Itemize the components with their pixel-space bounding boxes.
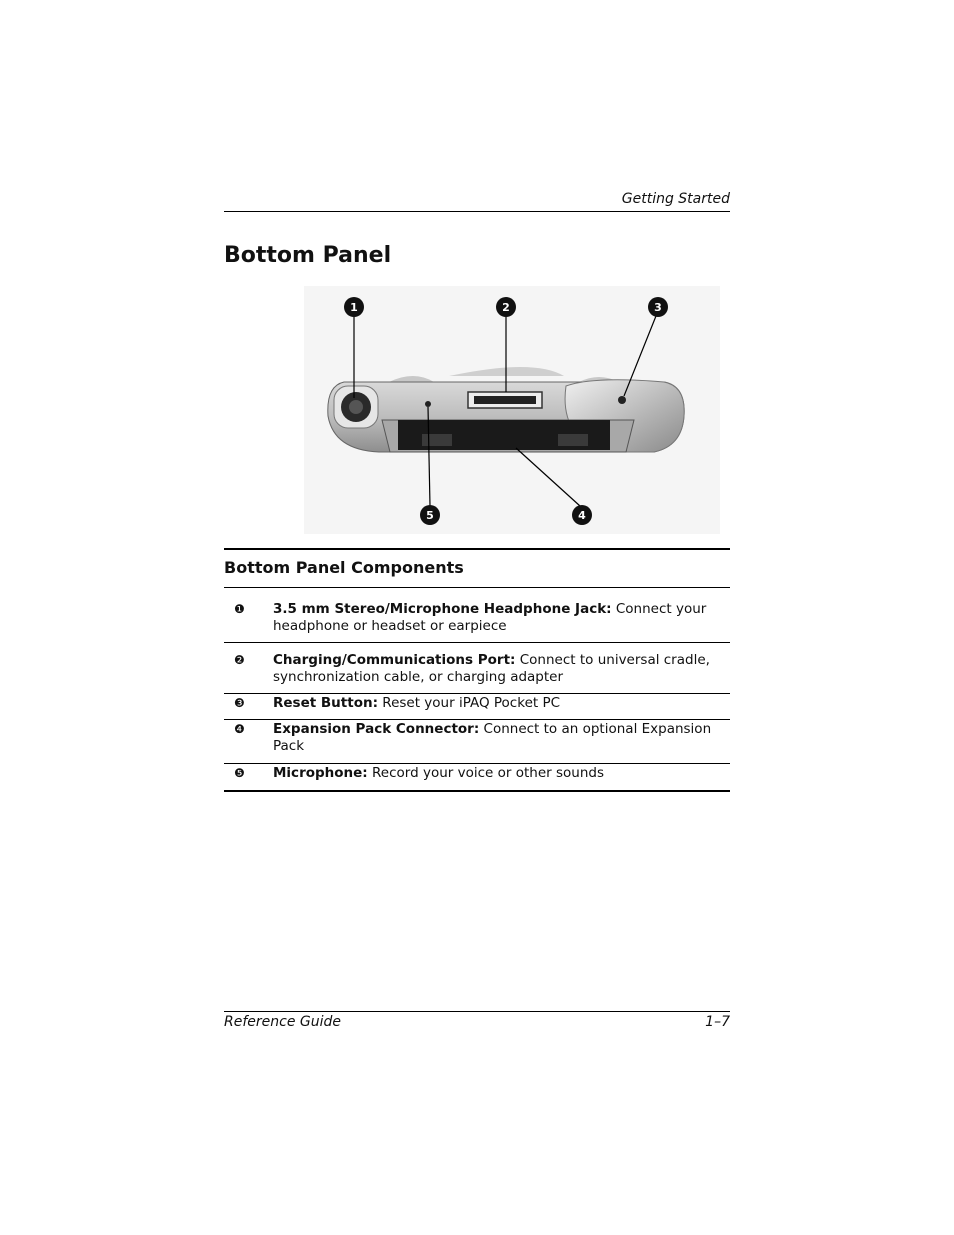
device-bottom-illustration (304, 286, 720, 534)
table-row (224, 694, 730, 720)
table-row (224, 720, 730, 764)
table-row (224, 588, 730, 643)
item-number: ❶ (234, 602, 245, 616)
components-heading: Bottom Panel Components (224, 558, 464, 577)
item-number: ❺ (234, 766, 245, 780)
item-text (273, 695, 730, 712)
callout-2-label: 2 (502, 301, 510, 314)
microphone-hole (425, 401, 431, 407)
page-title: Bottom Panel (224, 243, 392, 268)
expansion-connector-latch (422, 434, 452, 446)
callout-5 (420, 505, 440, 525)
footer-guide-title: Reference Guide (224, 1014, 341, 1030)
item-text (273, 765, 730, 782)
components-table (224, 588, 730, 792)
table-row (224, 643, 730, 694)
item-description: Connect to an optional Expansion Pack (273, 721, 712, 754)
item-name: 3.5 mm Stereo/Microphone Headphone Jack: (273, 601, 612, 617)
header-rule (224, 211, 730, 212)
item-name: Expansion Pack Connector: (273, 721, 480, 737)
callout-1-label: 1 (350, 301, 358, 314)
item-name: Reset Button: (273, 695, 378, 711)
reset-button (618, 396, 626, 404)
callout-4-label: 4 (578, 509, 586, 522)
callout-2 (496, 297, 516, 317)
item-number: ❷ (234, 653, 245, 667)
item-number: ❸ (234, 696, 245, 710)
item-number: ❹ (234, 722, 245, 736)
item-text (273, 652, 730, 686)
item-description: Reset your iPAQ Pocket PC (382, 695, 561, 711)
item-description: Connect to universal cradle, synchronization cable, or charging adapter (273, 652, 710, 685)
item-description: Connect your headphone or headset or earpiece (273, 601, 707, 634)
expansion-connector-latch (558, 434, 588, 446)
item-name: Microphone: (273, 765, 368, 781)
headphone-jack-hole (349, 400, 363, 414)
callout-5-label: 5 (426, 509, 434, 522)
item-text (273, 721, 730, 755)
charging-port-slot (474, 396, 536, 404)
running-header: Getting Started (621, 191, 730, 207)
callout-3 (648, 297, 668, 317)
item-description: Record your voice or other sounds (372, 765, 604, 781)
callout-4 (572, 505, 592, 525)
item-text (273, 601, 730, 635)
components-top-rule (224, 548, 730, 550)
item-name: Charging/Communications Port: (273, 652, 516, 668)
footer-rule (224, 1011, 730, 1012)
callout-1 (344, 297, 364, 317)
callout-3-label: 3 (654, 301, 662, 314)
page-number: 1–7 (705, 1014, 730, 1030)
table-row (224, 764, 730, 792)
